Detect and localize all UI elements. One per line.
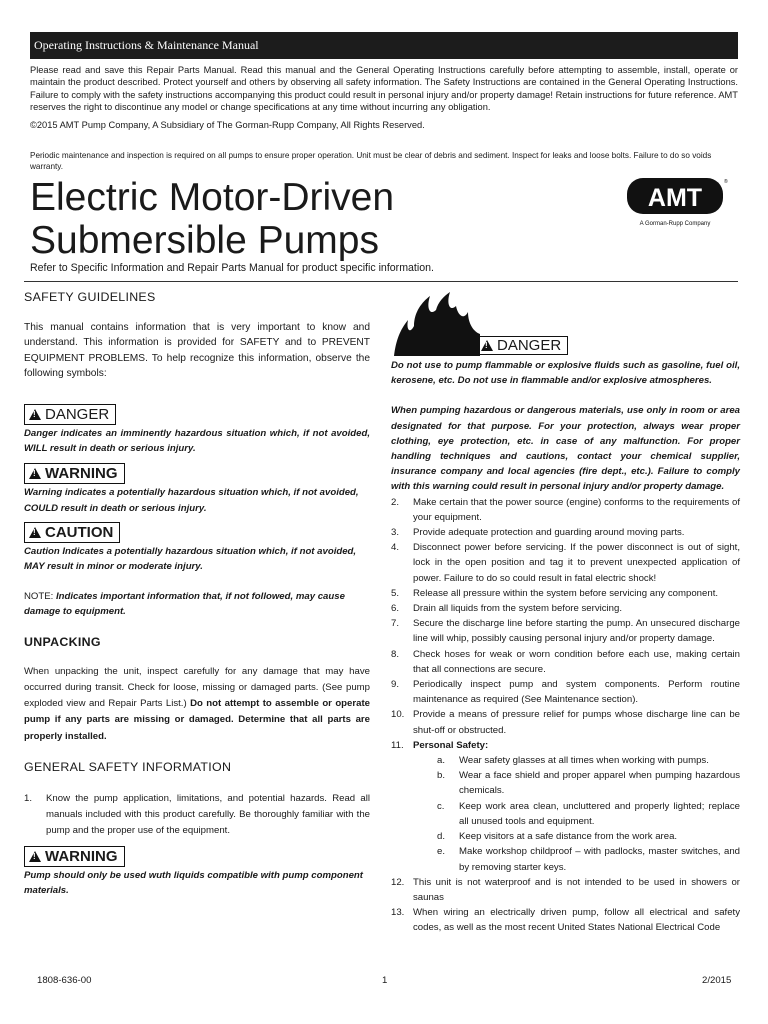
unpacking-paragraph <box>24 664 370 745</box>
item-number: 9. <box>391 679 400 691</box>
list-item <box>391 753 740 768</box>
item-text: Check hoses for weak or worn condition before each use, making certain that all connections are secure. <box>413 648 740 675</box>
warning-badge: !WARNING <box>24 463 370 484</box>
item-number: 10. <box>391 709 405 721</box>
danger-badge: !DANGER <box>24 404 370 425</box>
item-text: Provide a means of pressure relief for pumps whose discharge line can be shut-off or obstructed. <box>413 709 740 736</box>
refer-note: Refer to Specific Information and Repair Parts Manual for product specific information. <box>30 262 434 274</box>
item-text: Make certain that the power source (engine) conforms to the requirements of your equipment. <box>413 496 740 523</box>
unpacking-bold-text: Do not attempt to assemble or operate pump if any parts are missing or damaged. Determine that all parts are properly installed. <box>24 698 370 742</box>
list-item <box>391 540 740 586</box>
amt-logo <box>627 176 727 228</box>
footer-page-number: 1 <box>382 975 388 986</box>
list-item <box>391 616 740 646</box>
divider <box>24 281 738 282</box>
item-number: 11. <box>391 739 404 751</box>
item-text: Release all pressure within the system before servicing any component. <box>413 587 719 599</box>
caution-badge: !CAUTION <box>24 522 370 543</box>
copyright-line: ©2015 AMT Pump Company, A Subsidiary of The Gorman-Rupp Company, All Rights Reserved. <box>30 120 425 130</box>
logo-brand: AMT <box>647 184 703 212</box>
list-item <box>391 707 740 737</box>
personal-safety-label: Personal Safety: <box>413 739 489 751</box>
item-number: 7. <box>391 618 400 630</box>
page-title <box>30 176 394 262</box>
danger-hazardous-text: When pumping hazardous or dangerous materials, use only in room or area designated for that purpose. For your protection, always wear proper clothing, eye protection, etc. in case of any malfunction. For proper handling techniques and cautions, contact your chemical supplier, insurance company and local agencies (fire dept., etc.). Failure to comply with this warning could result in personal injury and/or property damage. <box>391 405 740 493</box>
item-text: Wear a face shield and proper apparel when pumping hazardous chemicals. <box>459 770 740 797</box>
list-item <box>391 844 740 874</box>
title-line-1: Electric Motor-Driven <box>30 176 395 219</box>
safety-guidelines-heading: SAFETY GUIDELINES <box>24 290 156 304</box>
item-text: Make workshop childproof – with padlocks, master switches, and by removing starter keys. <box>459 846 740 873</box>
item-text: Keep work area clean, uncluttered and properly lighted; replace all unused tools and equipment. <box>459 800 740 827</box>
general-safety-heading: GENERAL SAFETY INFORMATION <box>24 759 232 774</box>
item-number: 3. <box>391 527 400 539</box>
footer-date: 2/2015 <box>702 975 732 986</box>
item-number: 4. <box>391 542 400 554</box>
caution-definition: Caution Indicates a potentially hazardous situation which, if not avoided, MAY result in minor or moderate injury. <box>24 545 357 573</box>
unpacking-heading: UNPACKING <box>24 634 101 649</box>
right-column <box>391 358 740 936</box>
footer-doc-number: 1808-636-00 <box>37 975 92 986</box>
general-safety-list <box>24 791 370 840</box>
alert-icon <box>29 527 41 538</box>
list-item <box>24 791 370 840</box>
item-text: Drain all liquids from the system before servicing. <box>413 603 623 615</box>
note-paragraph <box>24 589 370 619</box>
item-text: Provide adequate protection and guarding around moving parts. <box>413 527 685 539</box>
danger-definition: Danger indicates an imminently hazardous situation which, if not avoided, WILL result in death or serious injury. <box>24 428 370 455</box>
left-column <box>24 286 370 898</box>
list-item <box>391 601 740 616</box>
item-number: 13. <box>391 907 405 919</box>
item-text: Keep visitors at a safe distance from the work area. <box>459 831 678 843</box>
header-bar <box>30 32 738 59</box>
danger-flammable-text: Do not use to pump flammable or explosive fluids such as gasoline, fuel oil, kerosene, etc. Do not use in flammable and/or explosive atmospheres. <box>391 360 740 387</box>
personal-safety-list <box>391 753 740 875</box>
item-letter: c. <box>437 800 445 812</box>
maintenance-notice: Periodic maintenance and inspection is required on all pumps to ensure proper operation. Unit must be clear of debris and sediment. Inspect for leaks and loose bolts. Failure to do so voids warranty. <box>30 151 712 172</box>
alert-icon <box>29 409 41 420</box>
alert-icon <box>29 468 41 479</box>
item-letter: e. <box>437 846 446 858</box>
item-letter: a. <box>437 755 446 767</box>
item-number: 2. <box>391 496 400 508</box>
intro-paragraph: Please read and save this Repair Parts Manual. Read this manual and the General Operating Instructions carefully before attempting to assemble, install, operate or maintain the product described. Protect yourself and others by observing all safety information. The Safety Instructions are contained in the General Operating Instructions. Failure to comply with the safety instructions accompanying this product could result in personal injury and/or property damage! Retain instructions for future reference. AMT reserves the right to discontinue any model or change specifications at any time without incurring any obligation. <box>30 65 738 113</box>
title-line-2: Submersible Pumps <box>30 219 379 262</box>
item-text: Disconnect power before servicing. If the power disconnect is out of sight, lock in the open position and tag it to prevent unexpected application of power. Failure to do so could result in fatal electric shock! <box>413 542 740 584</box>
list-item <box>391 829 740 844</box>
item-text: Periodically inspect pump and system components. Perform routine maintenance as required (See Maintenance section). <box>413 679 740 706</box>
list-item <box>391 799 740 829</box>
safety-list <box>391 495 740 753</box>
item-text: Wear safety glasses at all times when working with pumps. <box>459 755 709 767</box>
list-item <box>391 586 740 601</box>
note-text: Indicates important information that, if not followed, may cause damage to equipment. <box>24 591 345 618</box>
item-number: 5. <box>391 587 400 599</box>
item-number: 8. <box>391 648 400 660</box>
item-number: 6. <box>391 603 400 615</box>
logo-tagline: A Gorman-Rupp Company <box>639 221 711 227</box>
item-letter: b. <box>437 770 446 782</box>
logo-reg: ® <box>724 179 728 185</box>
note-label: NOTE: <box>24 591 54 603</box>
flame-icon <box>392 290 482 356</box>
item-number: 1. <box>24 793 33 805</box>
list-item <box>391 768 740 798</box>
item-text: This unit is not waterproof and is not intended to be used in showers or saunas <box>413 876 740 903</box>
item-number: 12. <box>391 876 405 888</box>
safety-list-end <box>391 875 740 936</box>
list-item <box>391 495 740 525</box>
list-item <box>391 905 740 935</box>
warning-definition: Warning indicates a potentially hazardous situation which, if not avoided, COULD result in death or serious injury. <box>24 487 359 514</box>
pump-warning-badge: !WARNING <box>24 846 370 867</box>
unpacking-text: When unpacking the unit, inspect carefully for any damage that may have occurred during transit. Check for loose, missing or damaged parts. (See pump exploded view and Repair Parts List.) <box>24 665 370 710</box>
list-item <box>391 875 740 905</box>
list-item <box>391 738 740 753</box>
list-item <box>391 647 740 677</box>
alert-icon <box>29 851 41 862</box>
list-item <box>391 677 740 707</box>
alert-icon <box>481 340 493 351</box>
right-danger-badge: !DANGER <box>476 336 568 355</box>
safety-guidelines-text: This manual contains information that is very important to know and understand. This information is provided for SAFETY and to PREVENT EQUIPMENT PROBLEMS. To help recognize this information, observe the following symbols: <box>24 322 370 379</box>
item-letter: d. <box>437 831 446 843</box>
header-title: Operating Instructions & Maintenance Manual <box>34 38 259 52</box>
pump-warning-text: Pump should only be used wuth liquids compatible with pump component materials. <box>24 869 363 896</box>
item-text: Secure the discharge line before starting the pump. An unsecured discharge line will whip, possibly causing personal injury and/or property damage. <box>413 618 740 645</box>
item-text: When wiring an electrically driven pump, follow all electrical and safety codes, as well as the most recent United States National Electrical Code <box>413 907 740 934</box>
item-text: Know the pump application, limitations, and potential hazards. Read all manuals included with this product carefully. Be thoroughly familiar with the pump and the proper use of the equipment. <box>46 793 370 837</box>
list-item <box>391 525 740 540</box>
